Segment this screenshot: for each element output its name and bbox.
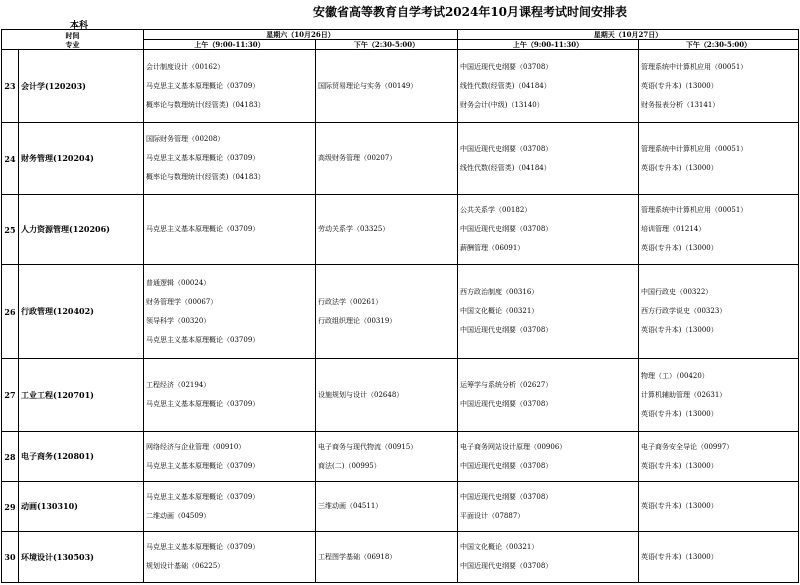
exam-slot <box>458 432 639 482</box>
exam-slot <box>316 482 458 532</box>
exam-slot <box>639 50 799 123</box>
exam-slot <box>144 532 316 583</box>
course-item: 中国近现代史纲要（03708） <box>460 492 553 501</box>
course-item: 管理系统中计算机应用（00051） <box>641 62 748 71</box>
course-item: 三维动画（04511） <box>318 502 383 510</box>
course-item: 二维动画（04509） <box>146 511 211 520</box>
corner-benke-label: 本科 <box>70 21 89 31</box>
period-header: 上午（9:00-11:30） <box>458 40 639 50</box>
exam-slot <box>639 432 799 482</box>
exam-slot <box>144 265 316 359</box>
course-item: 会计制度设计（00162） <box>146 62 225 71</box>
exam-slot <box>316 123 458 195</box>
course-item: 财务报表分析（13141） <box>641 100 720 109</box>
course-item: 马克思主义基本原理概论（03709） <box>146 81 260 90</box>
course-item: 马克思主义基本原理概论（03709） <box>146 225 260 233</box>
row-number: 25 <box>2 195 19 265</box>
exam-slot <box>458 123 639 195</box>
course-item: 中国近现代史纲要（03708） <box>460 144 553 153</box>
major-name: 会计学(120203) <box>19 50 144 123</box>
course-item: 公共关系学（00182） <box>460 206 532 214</box>
course-item: 英语(专升本)（13000） <box>641 461 718 470</box>
course-item: 电子商务网站设计原理（00906） <box>460 442 567 451</box>
exam-slot <box>458 50 639 123</box>
exam-slot <box>144 123 316 195</box>
major-name: 财务管理(120204) <box>19 123 144 195</box>
course-item: 英语(专升本)（13000） <box>641 326 718 334</box>
row-number: 28 <box>2 432 19 482</box>
course-item: 培训管理（01214） <box>641 225 706 233</box>
course-item: 线性代数(经管类)（04184） <box>460 81 551 90</box>
course-item: 线性代数(经管类)（04184） <box>460 163 551 172</box>
course-item: 中国文化概论（00321） <box>460 543 539 551</box>
exam-slot <box>316 50 458 123</box>
course-item: 中国行政史（00322） <box>641 288 713 296</box>
exam-slot <box>316 359 458 432</box>
course-item: 计算机辅助管理（02631） <box>641 390 727 399</box>
course-item: 中国近现代史纲要（03708） <box>460 461 553 470</box>
course-item: 马克思主义基本原理概论（03709） <box>146 492 260 501</box>
course-item: 中国近现代史纲要（03708） <box>460 400 553 408</box>
course-item: 设施规划与设计（02648） <box>318 390 404 399</box>
exam-slot <box>639 195 799 265</box>
major-name: 人力资源管理(120206) <box>19 195 144 265</box>
exam-slot <box>458 265 639 359</box>
course-item: 电子商务与现代物流（00915） <box>318 442 418 451</box>
course-item: 中国近现代史纲要（03708） <box>460 62 553 71</box>
major-name: 电子商务(120801) <box>19 432 144 482</box>
course-item: 英语(专升本)（13000） <box>641 81 718 90</box>
course-item: 马克思主义基本原理概论（03709） <box>146 461 260 470</box>
course-item: 中国文化概论（00321） <box>460 307 539 315</box>
row-number: 26 <box>2 265 19 359</box>
course-item: 薪酬管理（06091） <box>460 244 525 252</box>
exam-schedule-table <box>1 29 799 583</box>
page-title: 安徽省高等教育自学考试2024年10月课程考试时间安排表 <box>312 5 628 19</box>
exam-slot <box>639 359 799 432</box>
period-header: 下午（2:30-5:00） <box>639 40 799 50</box>
course-item: 英语(专升本)（13000） <box>641 244 718 252</box>
row-number: 29 <box>2 482 19 532</box>
course-item: 中国近现代史纲要（03708） <box>460 225 553 233</box>
course-item: 电子商务安全导论（00997） <box>641 442 734 451</box>
major-name: 工业工程(120701) <box>19 359 144 432</box>
table-row <box>2 482 799 532</box>
course-item: 工程图学基础（06918） <box>318 552 397 561</box>
course-item: 概率论与数理统计(经管类)（04183） <box>146 100 265 109</box>
exam-slot <box>316 265 458 359</box>
exam-slot <box>639 482 799 532</box>
course-item: 英语(专升本)（13000） <box>641 163 718 172</box>
course-item: 英语(专升本)（13000） <box>641 502 718 510</box>
exam-slot <box>144 432 316 482</box>
exam-slot <box>316 432 458 482</box>
course-item: 领导科学（00320） <box>146 316 211 325</box>
table-row <box>2 265 799 359</box>
course-item: 管理系统中计算机应用（00051） <box>641 206 748 214</box>
course-item: 国际贸易理论与实务（00149） <box>318 81 418 90</box>
course-item: 运筹学与系统分析（02627） <box>460 381 553 389</box>
period-header: 上午（9:00-11:30） <box>144 40 316 50</box>
course-item: 行政法学（00261） <box>318 297 383 306</box>
table-row <box>2 359 799 432</box>
course-item: 网络经济与企业管理（00910） <box>146 442 246 451</box>
table-row <box>2 532 799 583</box>
exam-slot <box>458 482 639 532</box>
course-item: 平面设计（07887） <box>460 511 525 520</box>
corner-header <box>2 30 144 50</box>
exam-slot <box>639 265 799 359</box>
course-item: 工程经济（02194） <box>146 381 211 389</box>
exam-slot <box>639 123 799 195</box>
course-item: 西方行政学说史（00323） <box>641 307 727 315</box>
course-item: 中国近现代史纲要（03708） <box>460 562 553 570</box>
course-item: 马克思主义基本原理概论（03709） <box>146 154 260 162</box>
exam-slot <box>458 532 639 583</box>
course-item: 国际财务管理（00208） <box>146 135 225 143</box>
exam-slot <box>144 50 316 123</box>
exam-slot <box>458 195 639 265</box>
course-item: 英语(专升本)（13000） <box>641 552 718 561</box>
row-number: 27 <box>2 359 19 432</box>
major-name: 行政管理(120402) <box>19 265 144 359</box>
course-item: 英语(专升本)（13000） <box>641 409 718 418</box>
course-item: 行政组织理论（00319） <box>318 316 397 325</box>
table-row <box>2 123 799 195</box>
course-item: 规划设计基础（06225） <box>146 562 225 570</box>
course-item: 马克思主义基本原理概论（03709） <box>146 543 260 551</box>
course-item: 商法(二)（00995） <box>318 461 381 470</box>
course-item: 高级财务管理（00207） <box>318 154 397 162</box>
exam-slot <box>316 532 458 583</box>
course-item: 概率论与数理统计(经管类)（04183） <box>146 173 265 181</box>
schedule-rows <box>2 50 799 583</box>
course-item: 财务管理学（00067） <box>146 297 218 306</box>
course-item: 管理系统中计算机应用（00051） <box>641 144 748 153</box>
exam-slot <box>316 195 458 265</box>
course-item: 普通逻辑（00024） <box>146 278 211 287</box>
exam-slot <box>144 482 316 532</box>
exam-slot <box>458 359 639 432</box>
course-item: 劳动关系学（03325） <box>318 225 390 233</box>
period-header: 下午（2:30-5:00） <box>316 40 458 50</box>
major-name: 环境设计(130503) <box>19 532 144 583</box>
course-item: 财务会计(中级)（13140） <box>460 100 544 109</box>
course-item: 马克思主义基本原理概论（03709） <box>146 400 260 408</box>
course-item: 马克思主义基本原理概论（03709） <box>146 335 260 344</box>
row-number: 23 <box>2 50 19 123</box>
day-header-sunday: 星期天（10月27日） <box>458 30 799 40</box>
exam-slot <box>144 195 316 265</box>
exam-slot <box>639 532 799 583</box>
table-row <box>2 50 799 123</box>
table-row <box>2 195 799 265</box>
row-number: 30 <box>2 532 19 583</box>
row-number: 24 <box>2 123 19 195</box>
day-header-saturday: 星期六（10月26日） <box>144 30 458 40</box>
exam-slot <box>144 359 316 432</box>
course-item: 西方政治制度（00316） <box>460 288 539 296</box>
table-row <box>2 432 799 482</box>
course-item: 物理（工）（00420） <box>641 371 709 380</box>
corner-major-label: 专业 <box>65 39 80 49</box>
course-item: 中国近现代史纲要（03708） <box>460 326 553 334</box>
major-name: 动画(130310) <box>19 482 144 532</box>
corner-time-label: 时间 <box>65 30 80 40</box>
